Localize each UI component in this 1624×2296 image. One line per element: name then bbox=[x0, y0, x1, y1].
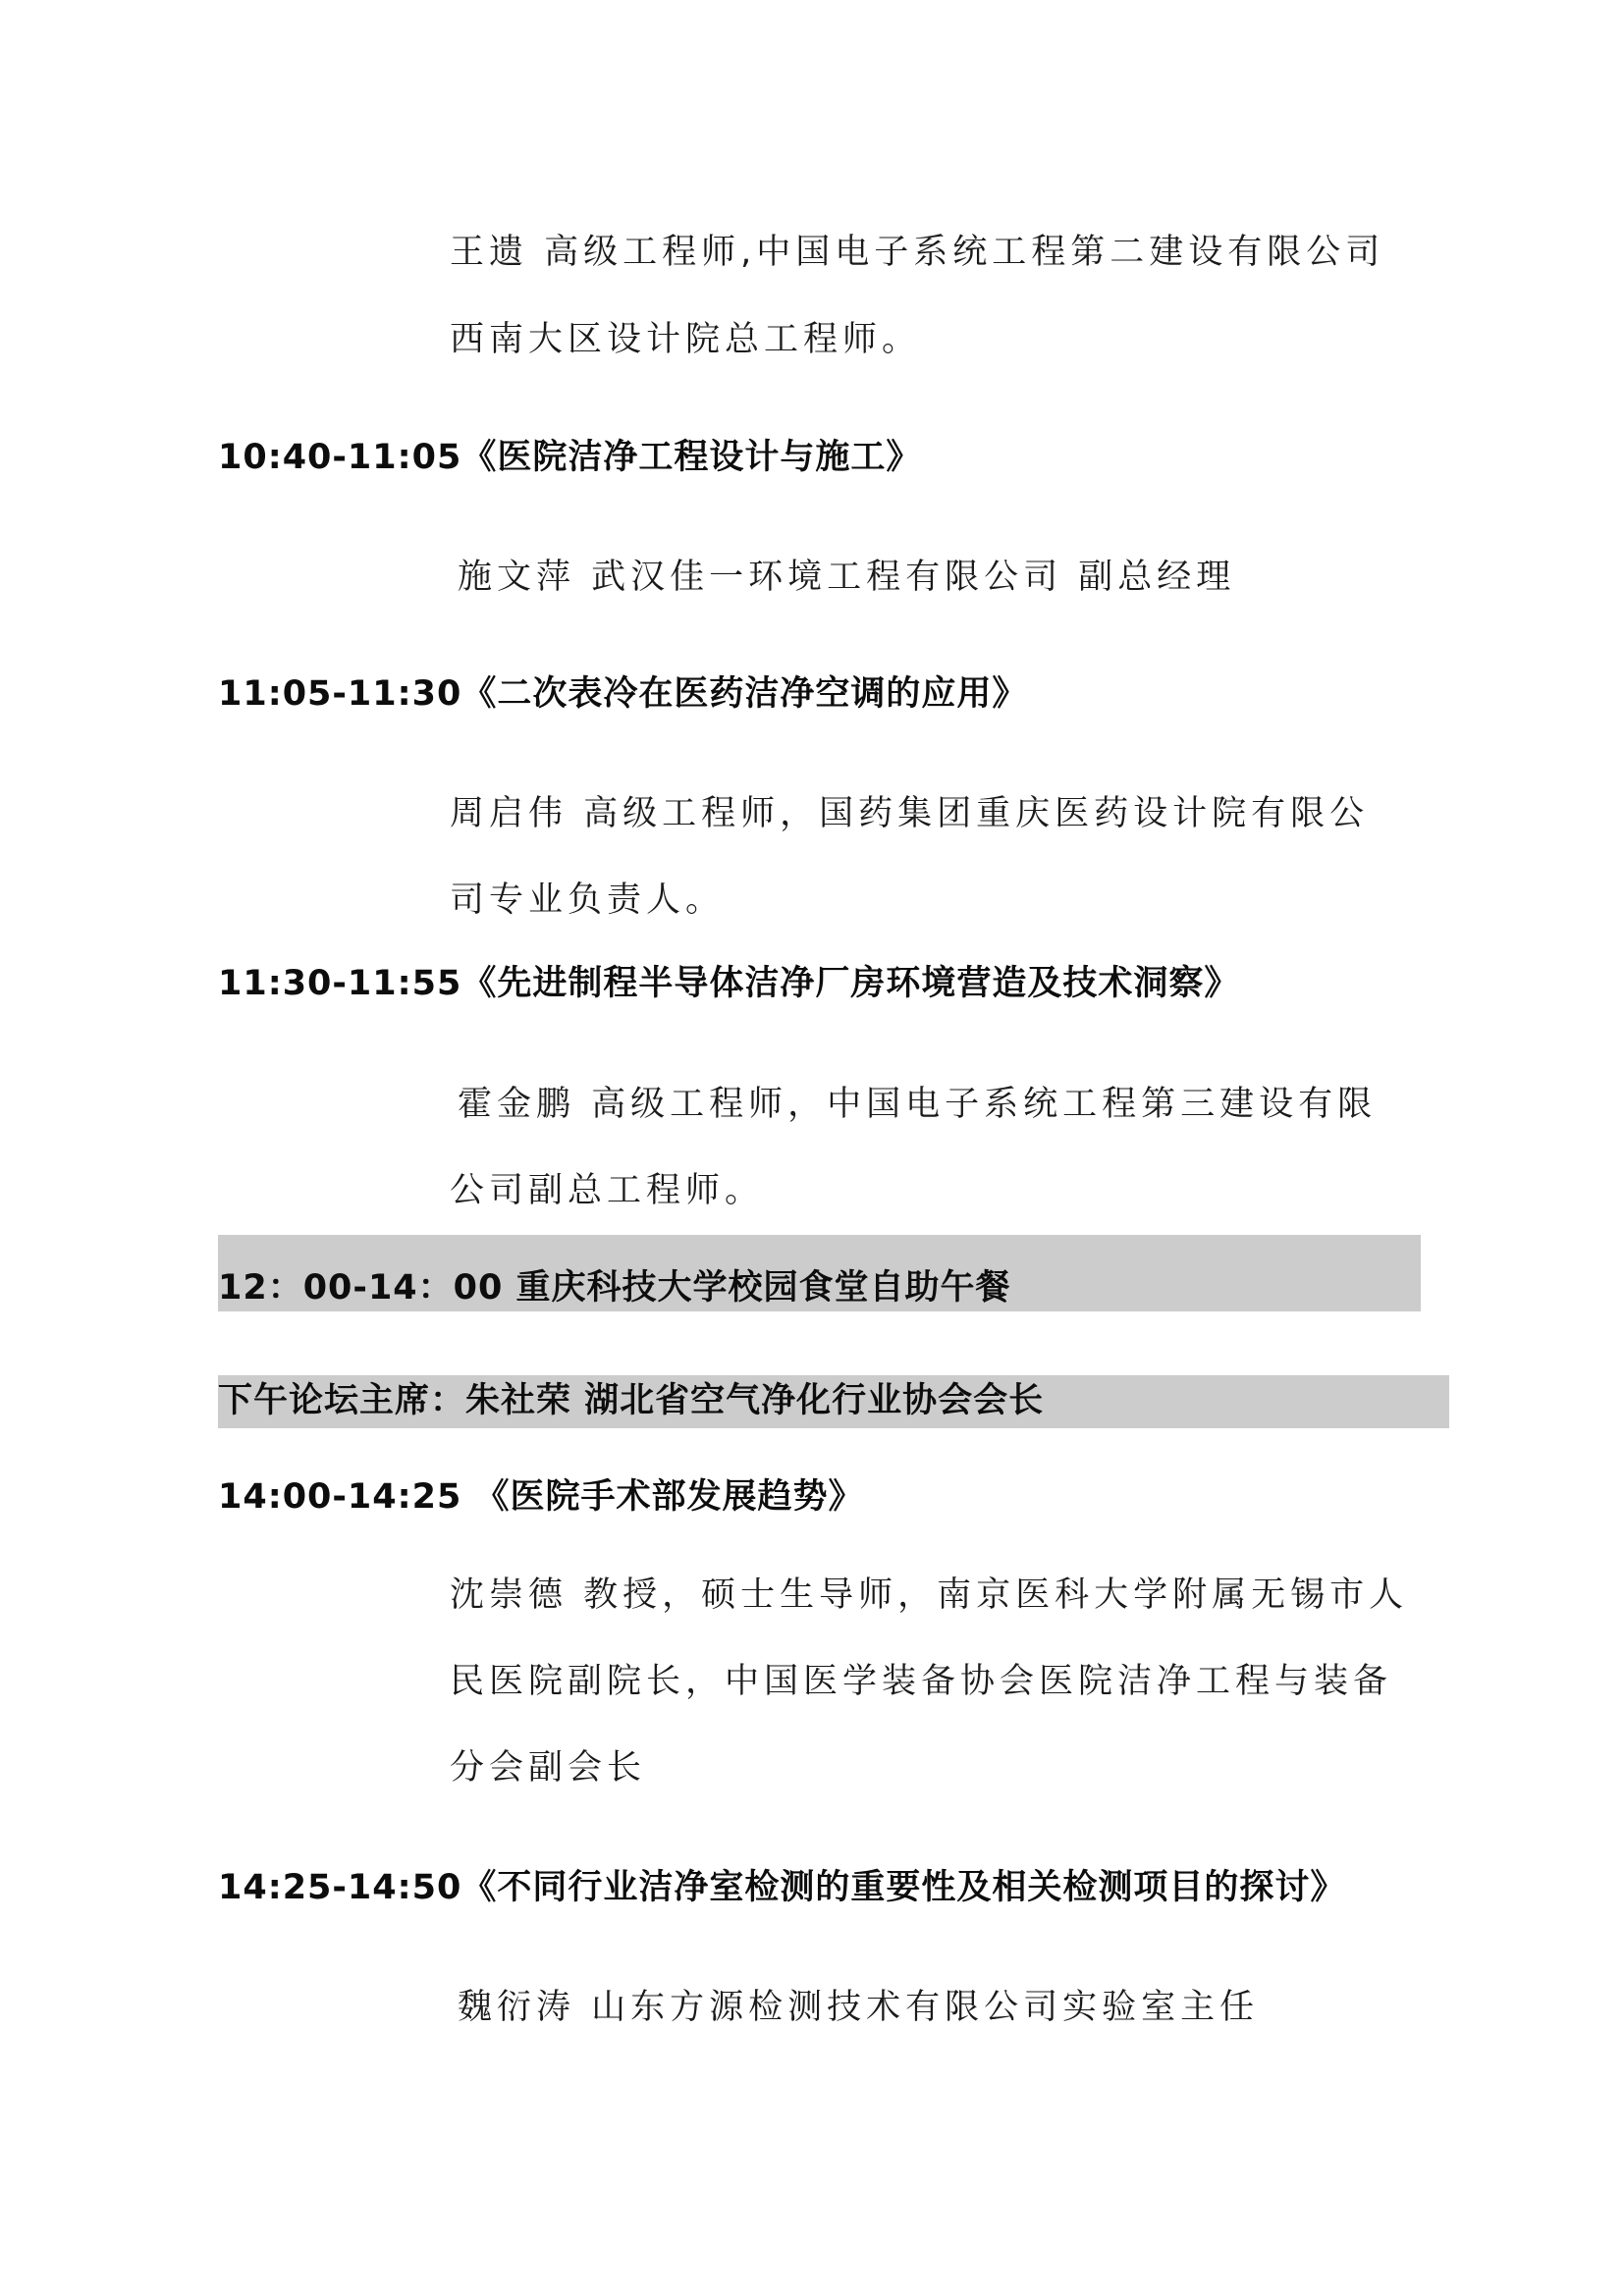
speaker-wangyi-line2: 西南大区设计院总工程师。 bbox=[450, 320, 922, 359]
speaker-shenchongde-line1: 沈崇德 教授，硕士生导师，南京医科大学附属无锡市人 bbox=[450, 1575, 1409, 1615]
session-title-1105: 11:05-11:30《二次表冷在医药洁净空调的应用》 bbox=[218, 674, 1028, 714]
speaker-weiyantao: 魏衍涛 山东方源检测技术有限公司实验室主任 bbox=[458, 1988, 1260, 2027]
session-title-1130: 11:30-11:55《先进制程半导体洁净厂房环境营造及技术洞察》 bbox=[218, 964, 1240, 1003]
speaker-wangyi-line1: 王遗 高级工程师,中国电子系统工程第二建设有限公司 bbox=[450, 233, 1385, 272]
afternoon-chair: 下午论坛主席：朱社荣 湖北省空气净化行业协会会长 bbox=[218, 1381, 1045, 1420]
lunch-notice: 12：00-14：00 重庆科技大学校园食堂自助午餐 bbox=[218, 1268, 1011, 1308]
speaker-shenchongde-line3: 分会副会长 bbox=[450, 1748, 647, 1788]
speaker-huojinpeng-line1: 霍金鹏 高级工程师，中国电子系统工程第三建设有限 bbox=[458, 1085, 1378, 1124]
speaker-zhouqiwei-line1: 周启伟 高级工程师，国药集团重庆医药设计院有限公 bbox=[450, 794, 1370, 833]
speaker-shenchongde-line2: 民医院副院长，中国医学装备协会医院洁净工程与装备 bbox=[450, 1662, 1393, 1701]
speaker-shiwenping: 施文萍 武汉佳一环境工程有限公司 副总经理 bbox=[458, 558, 1236, 597]
session-title-1425: 14:25-14:50《不同行业洁净室检测的重要性及相关检测项目的探讨》 bbox=[218, 1868, 1346, 1907]
session-title-1400: 14:00-14:25 《医院手术部发展趋势》 bbox=[218, 1477, 864, 1517]
speaker-zhouqiwei-line2: 司专业负责人。 bbox=[450, 881, 726, 920]
speaker-huojinpeng-line2: 公司副总工程师。 bbox=[450, 1171, 765, 1210]
session-title-1040: 10:40-11:05《医院洁净工程设计与施工》 bbox=[218, 438, 922, 477]
